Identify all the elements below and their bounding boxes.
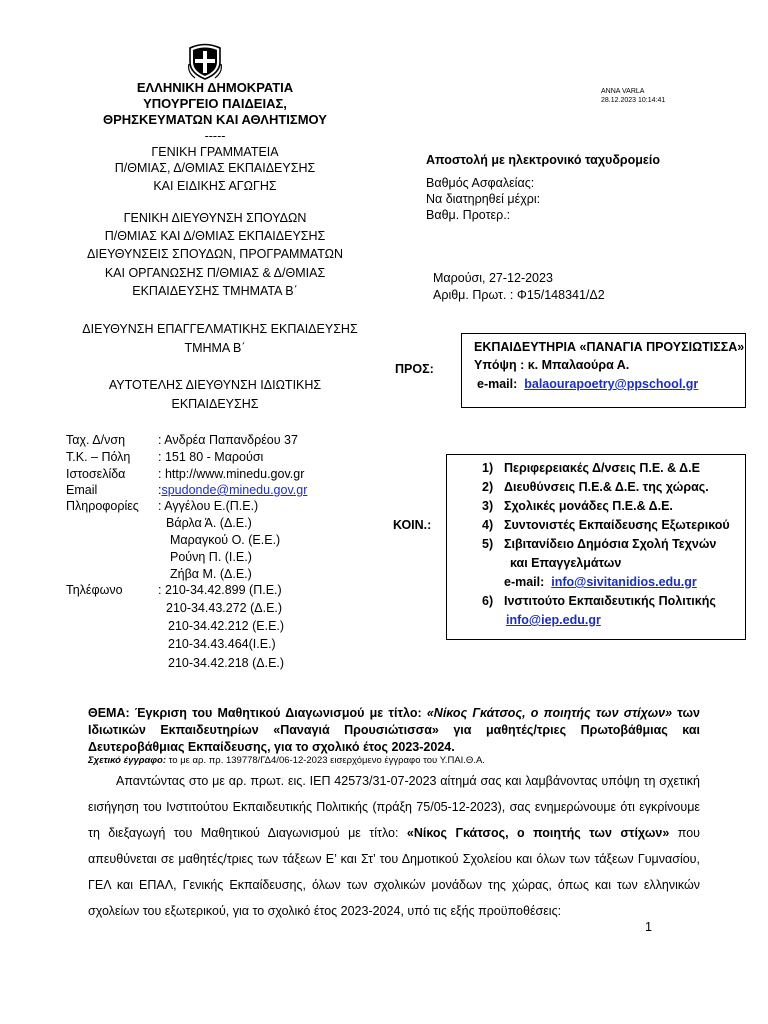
directorate-line: ΤΜΗΜΑ Β΄ (184, 341, 246, 355)
directorate-line: ΑΥΤΟΤΕΛΗΣ ΔΙΕΥΘΥΝΣΗ ΙΔΙΩΤΙΚΗΣ (108, 378, 322, 392)
cc-item-number: 5) (482, 537, 494, 551)
related-document (88, 755, 485, 766)
cc-item-email-row (504, 573, 697, 592)
priority-level: Βαθμ. Προτερ.: (426, 208, 511, 222)
place-date: Μαρούσι, 27-12-2023 (433, 271, 553, 285)
phone-value: : 210-34.42.899 (Π.Ε.) (158, 583, 282, 597)
postal-label: Τ.Κ. – Πόλη (66, 450, 131, 464)
subject-title: «Νίκος Γκάτσος, ο ποιητής των στίχων» (426, 706, 673, 720)
directorate-line: ΕΚΠΑΙΔΕΥΣΗΣ ΤΜΗΜΑΤΑ Β΄ (132, 284, 298, 298)
directorate-line: ΚΑΙ ΟΡΓΑΝΩΣΗΣ Π/ΘΜΙΑΣ & Δ/ΘΜΙΑΣ (104, 266, 326, 280)
cc-item (482, 592, 716, 611)
phone-value: 210-34.43.464(Ι.Ε.) (168, 637, 276, 651)
security-level: Βαθμός Ασφαλείας: (426, 176, 535, 190)
subject (88, 705, 700, 756)
address-label: Ταχ. Δ/νση (66, 433, 126, 447)
subject-text: των Ιδιωτικών Εκπαιδευτηρίων «Παναγιά Προυσιώτισσα» για μαθητές/τριες Πρωτοβάθμιας και Δευτεροβάθμιας Εκπαίδευσης, για το σχολικό έτος 2023-2024. (88, 706, 700, 754)
recipient-email-label: e-mail: (477, 377, 518, 391)
page-number: 1 (645, 920, 652, 934)
email-label: Email (66, 483, 98, 497)
subject-label: ΘΕΜΑ: (88, 706, 130, 720)
cc-item (482, 497, 673, 516)
info-value: Βάρλα Ά. (Δ.Ε.) (166, 516, 252, 530)
cc-email-link[interactable]: info@sivitanidios.edu.gr (551, 575, 697, 589)
cc-item-number: 6) (482, 594, 494, 608)
signature-name: ANNA VARLA (601, 88, 645, 95)
issuer-line: Π/ΘΜΙΑΣ, Δ/ΘΜΙΑΣ ΕΚΠΑΙΔΕΥΣΗΣ (114, 161, 316, 175)
subject-text: Έγκριση του Μαθητικού Διαγωνισμού με τίτλο: (129, 706, 427, 720)
cc-item (482, 478, 709, 497)
directorate-line: ΔΙΕΥΘΥΝΣΗ ΕΠΑΓΓΕΛΜΑΤΙΚΗΣ ΕΚΠΑΙΔΕΥΣΗΣ (82, 322, 358, 336)
address-value: : Ανδρέα Παπανδρέου 37 (158, 433, 298, 447)
recipient-email-row (477, 377, 698, 391)
body-title: «Νίκος Γκάτσος, ο ποιητής των στίχων» (406, 826, 670, 840)
issuer-line: ΥΠΟΥΡΓΕΙΟ ΠΑΙΔΕΙΑΣ, (143, 96, 287, 111)
info-row (66, 498, 258, 515)
cc-item-text: Περιφερειακές Δ/νσεις Π.Ε. & Δ.Ε (504, 461, 700, 475)
cc-item-text: Σχολικές μονάδες Π.Ε.& Δ.Ε. (504, 499, 673, 513)
phone-value: 210-34.42.218 (Δ.Ε.) (168, 656, 285, 670)
cc-item-number: 2) (482, 480, 494, 494)
recipient-label: ΠΡΟΣ: (395, 362, 434, 376)
website-value[interactable]: : http://www.minedu.gov.gr (158, 467, 305, 481)
email-link[interactable]: spudonde@minedu.gov.gr (161, 483, 308, 497)
issuer-line: ΚΑΙ ΕΙΔΙΚΗΣ ΑΓΩΓΗΣ (153, 179, 277, 193)
cc-item (482, 535, 716, 554)
body-paragraph (88, 768, 700, 924)
cc-item-text: Ινστιτούτο Εκπαιδευτικής Πολιτικής (504, 594, 716, 608)
cc-item-text: Διευθύνσεις Π.Ε.& Δ.Ε. της χώρας. (504, 480, 709, 494)
cc-item-continuation: και Επαγγελμάτων (510, 556, 622, 570)
issuer-line: ΘΡΗΣΚΕΥΜΑΤΩΝ ΚΑΙ ΑΘΛΗΤΙΣΜΟΥ (103, 112, 327, 127)
email-row (66, 482, 307, 499)
website-label: Ιστοσελίδα (66, 467, 126, 481)
phone-row (66, 582, 282, 599)
recipient-email-link[interactable]: balaourapoetry@ppschool.gr (524, 377, 699, 391)
issuer-separator: ----- (204, 129, 226, 143)
directorate-line: Π/ΘΜΙΑΣ ΚΑΙ Δ/ΘΜΙΑΣ ΕΚΠΑΙΔΕΥΣΗΣ (104, 229, 326, 243)
digital-signature (601, 87, 665, 105)
postal-value: : 151 80 - Μαρούσι (158, 450, 264, 464)
website-row (66, 466, 304, 483)
cc-item-text: Σιβιτανίδειο Δημόσια Σχολή Τεχνών (504, 537, 717, 551)
keep-until: Να διατηρηθεί μέχρι: (426, 192, 541, 206)
protocol-number: Αριθμ. Πρωτ. : Φ15/148341/Δ2 (433, 288, 605, 302)
info-value: : Αγγέλου Ε.(Π.Ε.) (158, 499, 259, 513)
related-text: το με αρ. πρ. 139778/ΓΔ4/06-12-2023 εισερχόμενο έγγραφο του Υ.ΠΑΙ.Θ.Α. (166, 755, 485, 766)
body-text: που απευθύνεται σε μαθητές/τριες των τάξεων Ε’ και Στ’ του Δημοτικού Σχολείου και όλων των τάξεων Γυμνασίου, ΓΕΛ και ΕΠΑΛ, Γενικής Εκπαίδευσης, όλων των σχολικών μονάδων της χώρας, όπως και των ελληνικών σχολείων του εξωτερικού, για το σχολικό έτος 2023-2024, υπό τις εξής προϋποθέσεις: (88, 826, 701, 918)
cc-item-text: Συντονιστές Εκπαίδευσης Εξωτερικού (504, 518, 730, 532)
delivery-method: Αποστολή με ηλεκτρονικό ταχυδρομείο (426, 153, 660, 167)
directorate-line: ΔΙΕΥΘΥΝΣΕΙΣ ΣΠΟΥΔΩΝ, ΠΡΟΓΡΑΜΜΑΤΩΝ (86, 247, 344, 261)
phone-label: Τηλέφωνο (66, 583, 123, 597)
related-label: Σχετικό έγγραφο: (88, 755, 167, 766)
greek-coat-of-arms-icon (187, 42, 223, 80)
cc-item-number: 4) (482, 518, 494, 532)
cc-email-label: e-mail: (504, 575, 545, 589)
cc-item-email-row (506, 611, 601, 630)
signature-datetime: 28.12.2023 10:14:41 (601, 97, 666, 104)
cc-email-link[interactable]: info@iep.edu.gr (506, 613, 601, 627)
info-value: Ζήβα Μ. (Δ.Ε.) (170, 567, 252, 581)
address-row (66, 432, 298, 449)
cc-item (482, 516, 730, 535)
postal-row (66, 449, 263, 466)
recipient-attention: Υπόψη : κ. Μπαλαούρα Α. (474, 358, 630, 372)
cc-item-number: 1) (482, 461, 494, 475)
recipient-box (461, 333, 746, 408)
directorate-line: ΓΕΝΙΚΗ ΔΙΕΥΘΥΝΣΗ ΣΠΟΥΔΩΝ (123, 211, 307, 225)
email-colon: : (158, 483, 162, 497)
info-value: Ρούνη Π. (Ι.Ε.) (170, 550, 252, 564)
cc-item (482, 459, 700, 478)
issuer-line: ΓΕΝΙΚΗ ΓΡΑΜΜΑΤΕΙΑ (151, 145, 279, 159)
phone-value: 210-34.42.212 (Ε.Ε.) (168, 619, 285, 633)
cc-item-number: 3) (482, 499, 494, 513)
info-value: Μαραγκού Ο. (Ε.Ε.) (170, 533, 281, 547)
directorate-line: ΕΚΠΑΙΔΕΥΣΗΣ (171, 397, 259, 411)
recipient-name: ΕΚΠΑΙΔΕΥΤΗΡΙΑ «ΠΑΝΑΓΙΑ ΠΡΟΥΣΙΩΤΙΣΣΑ» (474, 340, 745, 354)
body-text: Απαντώντας στο με αρ. πρωτ. εις. ΙΕΠ 42573/31-07-2023 αίτημά σας και λαμβάνοντας υπόψη τη σχετική εισήγηση του Ινστιτούτου Εκπαιδευτικής Πολιτικής (πράξη 75/05-12-2023), σας ενημερώνουμε ότι εγκρίνουμε τη διεξαγωγή του Μαθητικού Διαγωνισμού με τίτλο: (88, 774, 700, 840)
cc-label: ΚΟΙΝ.: (393, 518, 432, 532)
phone-value: 210-34.43.272 (Δ.Ε.) (166, 601, 283, 615)
info-label: Πληροφορίες (66, 499, 139, 513)
issuer-line: ΕΛΛΗΝΙΚΗ ΔΗΜΟΚΡΑΤΙΑ (136, 80, 294, 95)
